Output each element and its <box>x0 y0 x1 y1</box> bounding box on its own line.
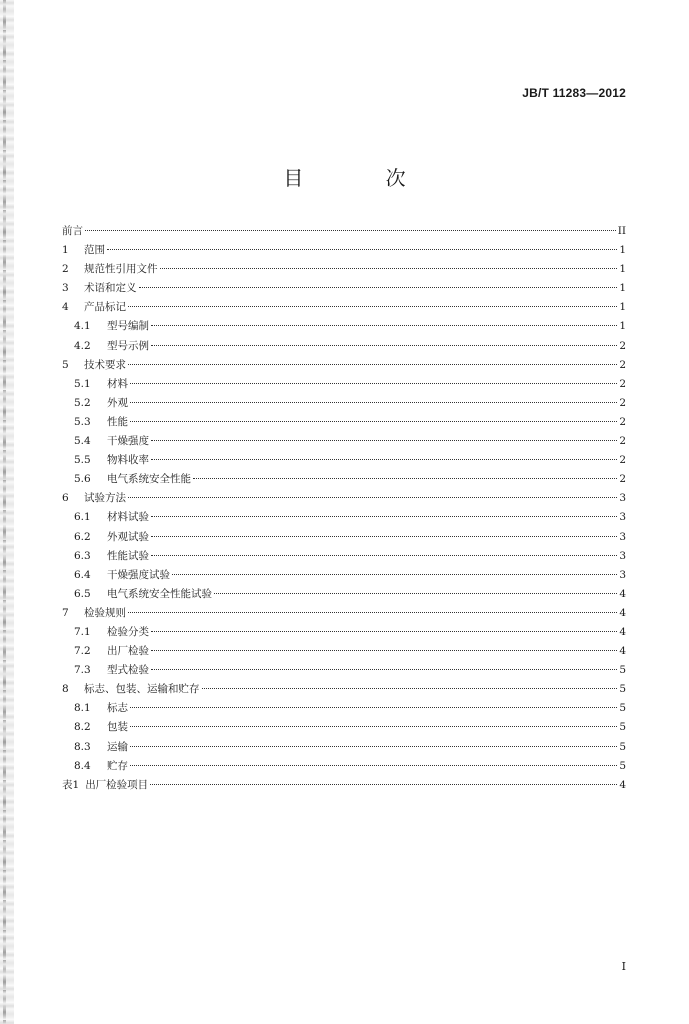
toc-entry-page: 2 <box>619 358 626 371</box>
toc-title: 目 次 <box>283 166 444 190</box>
toc-entry-page: 4 <box>619 625 626 638</box>
toc-entry-label: 范围 <box>84 244 105 257</box>
toc-entry-number: 5.4 <box>74 435 91 448</box>
toc-entry-label: 外观 <box>107 396 128 409</box>
toc-leader-dots <box>151 555 617 556</box>
toc-entry-label: 产品标记 <box>84 301 126 314</box>
toc-entry[interactable] <box>62 604 626 623</box>
toc-leader-dots <box>151 516 617 517</box>
toc-entry-page: 1 <box>619 301 626 314</box>
toc-entry-label: 运输 <box>107 740 128 753</box>
toc-leader-dots <box>139 287 618 288</box>
toc-entry-number: 8.4 <box>74 759 91 772</box>
toc-entry-page: 4 <box>619 645 626 658</box>
toc-entry-label: 干燥强度试验 <box>107 568 170 581</box>
toc-leader-dots <box>128 306 617 307</box>
toc-leader-dots <box>193 478 617 479</box>
toc-entry-label: 试验方法 <box>84 492 126 505</box>
toc-entry-number: 8.2 <box>74 721 91 734</box>
toc-leader-dots <box>130 707 617 708</box>
toc-entry[interactable] <box>62 489 626 508</box>
toc-entry-label: 标志、包装、运输和贮存 <box>84 683 200 696</box>
toc-entry-label: 标志 <box>107 702 128 715</box>
toc-leader-dots <box>151 631 617 632</box>
toc-entry-page: 2 <box>619 396 626 409</box>
toc-entry-label: 前言 <box>62 225 83 237</box>
toc-entry-page: 2 <box>619 454 626 467</box>
toc-leader-dots <box>160 268 618 269</box>
toc-entry-number: 4 <box>62 301 69 314</box>
toc-entry-page: 1 <box>619 244 626 257</box>
toc-leader-dots <box>151 669 617 670</box>
toc-entry-page: 2 <box>619 339 626 352</box>
toc-entry-number: 表1 <box>62 778 80 791</box>
table-of-contents <box>62 222 626 795</box>
toc-entry-page: 5 <box>619 740 626 753</box>
toc-entry-page: II <box>617 225 626 237</box>
toc-entry[interactable] <box>62 337 626 356</box>
toc-entry-page: 5 <box>619 702 626 715</box>
toc-entry-label: 包装 <box>107 721 128 734</box>
toc-entry[interactable] <box>62 375 626 394</box>
toc-entry-number: 7.2 <box>74 645 91 658</box>
toc-entry[interactable] <box>62 528 626 547</box>
toc-entry[interactable] <box>62 279 626 298</box>
toc-leader-dots <box>130 402 617 403</box>
toc-entry[interactable] <box>62 451 626 470</box>
toc-entry-page: 3 <box>619 492 626 505</box>
standard-code: JB/T 11283—2012 <box>522 86 626 100</box>
toc-entry-label: 检验分类 <box>107 625 149 638</box>
toc-entry-number: 5.3 <box>74 415 91 428</box>
toc-entry[interactable] <box>62 776 626 795</box>
toc-entry[interactable] <box>62 356 626 375</box>
toc-entry[interactable] <box>62 508 626 527</box>
toc-entry-page: 5 <box>619 721 626 734</box>
toc-entry-label: 物料收率 <box>107 454 149 467</box>
toc-entry-number: 4.2 <box>74 339 91 352</box>
toc-entry-number: 8.1 <box>74 702 91 715</box>
toc-entry[interactable] <box>62 241 626 260</box>
toc-entry-page: 5 <box>619 759 626 772</box>
toc-entry-page: 1 <box>619 320 626 333</box>
toc-entry-label: 型号示例 <box>107 339 149 352</box>
toc-leader-dots <box>130 383 617 384</box>
toc-entry-number: 5.5 <box>74 454 91 467</box>
toc-entry[interactable] <box>62 432 626 451</box>
toc-leader-dots <box>172 574 617 575</box>
toc-entry[interactable] <box>62 642 626 661</box>
toc-entry[interactable] <box>62 394 626 413</box>
toc-leader-dots <box>151 459 617 460</box>
toc-leader-dots <box>151 325 617 326</box>
toc-leader-dots <box>150 784 617 785</box>
toc-entry[interactable] <box>62 222 626 241</box>
toc-entry-number: 3 <box>62 282 69 295</box>
toc-leader-dots <box>130 421 617 422</box>
toc-entry-label: 技术要求 <box>84 358 126 371</box>
toc-entry[interactable] <box>62 699 626 718</box>
toc-entry-label: 干燥强度 <box>107 435 149 448</box>
toc-entry-label: 材料 <box>107 377 128 390</box>
toc-entry[interactable] <box>62 470 626 489</box>
toc-entry-number: 4.1 <box>74 320 91 333</box>
toc-entry-label: 电气系统安全性能 <box>107 473 191 486</box>
toc-leader-dots <box>128 497 617 498</box>
toc-entry[interactable] <box>62 317 626 336</box>
toc-leader-dots <box>128 612 617 613</box>
toc-leader-dots <box>130 765 617 766</box>
toc-entry-page: 4 <box>619 606 626 619</box>
toc-entry-number: 6 <box>62 492 69 505</box>
toc-leader-dots <box>130 726 617 727</box>
toc-entry[interactable] <box>62 757 626 776</box>
toc-entry[interactable] <box>62 585 626 604</box>
toc-entry-label: 出厂检验 <box>107 645 149 658</box>
toc-entry-label: 规范性引用文件 <box>84 263 158 276</box>
toc-entry-number: 6.1 <box>74 511 91 524</box>
toc-entry-page: 5 <box>619 683 626 696</box>
toc-entry[interactable] <box>62 738 626 757</box>
toc-entry[interactable] <box>62 547 626 566</box>
toc-entry-page: 5 <box>619 664 626 677</box>
toc-leader-dots <box>151 345 617 346</box>
toc-entry-page: 3 <box>619 511 626 524</box>
toc-leader-dots <box>130 746 617 747</box>
toc-entry-number: 5 <box>62 358 69 371</box>
toc-entry-label: 型式检验 <box>107 664 149 677</box>
toc-entry-label: 性能 <box>107 415 128 428</box>
toc-leader-dots <box>214 593 617 594</box>
toc-entry-number: 8 <box>62 683 69 696</box>
toc-entry-number: 7.3 <box>74 664 91 677</box>
toc-entry-number: 6.5 <box>74 587 91 600</box>
toc-leader-dots <box>107 249 617 250</box>
toc-entry[interactable] <box>62 413 626 432</box>
toc-leader-dots <box>202 688 618 689</box>
toc-leader-dots <box>151 536 617 537</box>
toc-entry-label: 型号编制 <box>107 320 149 333</box>
toc-entry-label: 电气系统安全性能试验 <box>107 587 212 600</box>
toc-entry-label: 术语和定义 <box>84 282 137 295</box>
toc-leader-dots <box>151 440 617 441</box>
toc-entry[interactable] <box>62 623 626 642</box>
toc-entry[interactable] <box>62 718 626 737</box>
toc-entry-number: 8.3 <box>74 740 91 753</box>
toc-entry-number: 6.4 <box>74 568 91 581</box>
scan-edge-artifact <box>0 0 14 1024</box>
toc-entry[interactable] <box>62 298 626 317</box>
toc-entry-number: 2 <box>62 263 69 276</box>
toc-entry-page: 3 <box>619 549 626 562</box>
toc-entry-label: 性能试验 <box>107 549 149 562</box>
toc-entry-number: 7.1 <box>74 625 91 638</box>
toc-entry-page: 4 <box>619 587 626 600</box>
toc-entry-label: 贮存 <box>107 759 128 772</box>
toc-entry-number: 5.1 <box>74 377 91 390</box>
toc-leader-dots <box>128 364 617 365</box>
toc-entry-page: 2 <box>619 415 626 428</box>
toc-entry[interactable] <box>62 680 626 699</box>
toc-entry-page: 2 <box>619 473 626 486</box>
toc-entry-page: 3 <box>619 568 626 581</box>
toc-entry-page: 1 <box>619 263 626 276</box>
toc-leader-dots <box>85 230 616 231</box>
toc-entry[interactable] <box>62 260 626 279</box>
toc-entry-page: 3 <box>619 530 626 543</box>
toc-entry-number: 1 <box>62 244 69 257</box>
toc-entry-label: 外观试验 <box>107 530 149 543</box>
toc-entry-label: 材料试验 <box>107 511 149 524</box>
toc-entry-page: 2 <box>619 377 626 390</box>
toc-entry-label: 出厂检验项目 <box>85 778 149 791</box>
toc-entry-page: 1 <box>619 282 626 295</box>
toc-entry-number: 5.2 <box>74 396 91 409</box>
toc-entry-number: 7 <box>62 606 69 619</box>
toc-entry-number: 6.3 <box>74 549 91 562</box>
toc-leader-dots <box>151 650 617 651</box>
toc-entry-number: 6.2 <box>74 530 91 543</box>
toc-entry-label: 检验规则 <box>84 606 126 619</box>
toc-entry[interactable] <box>62 661 626 680</box>
toc-entry[interactable] <box>62 566 626 585</box>
toc-entry-page: 2 <box>619 435 626 448</box>
toc-entry-page: 4 <box>619 778 626 791</box>
page-number: I <box>621 960 626 973</box>
toc-entry-number: 5.6 <box>74 473 91 486</box>
